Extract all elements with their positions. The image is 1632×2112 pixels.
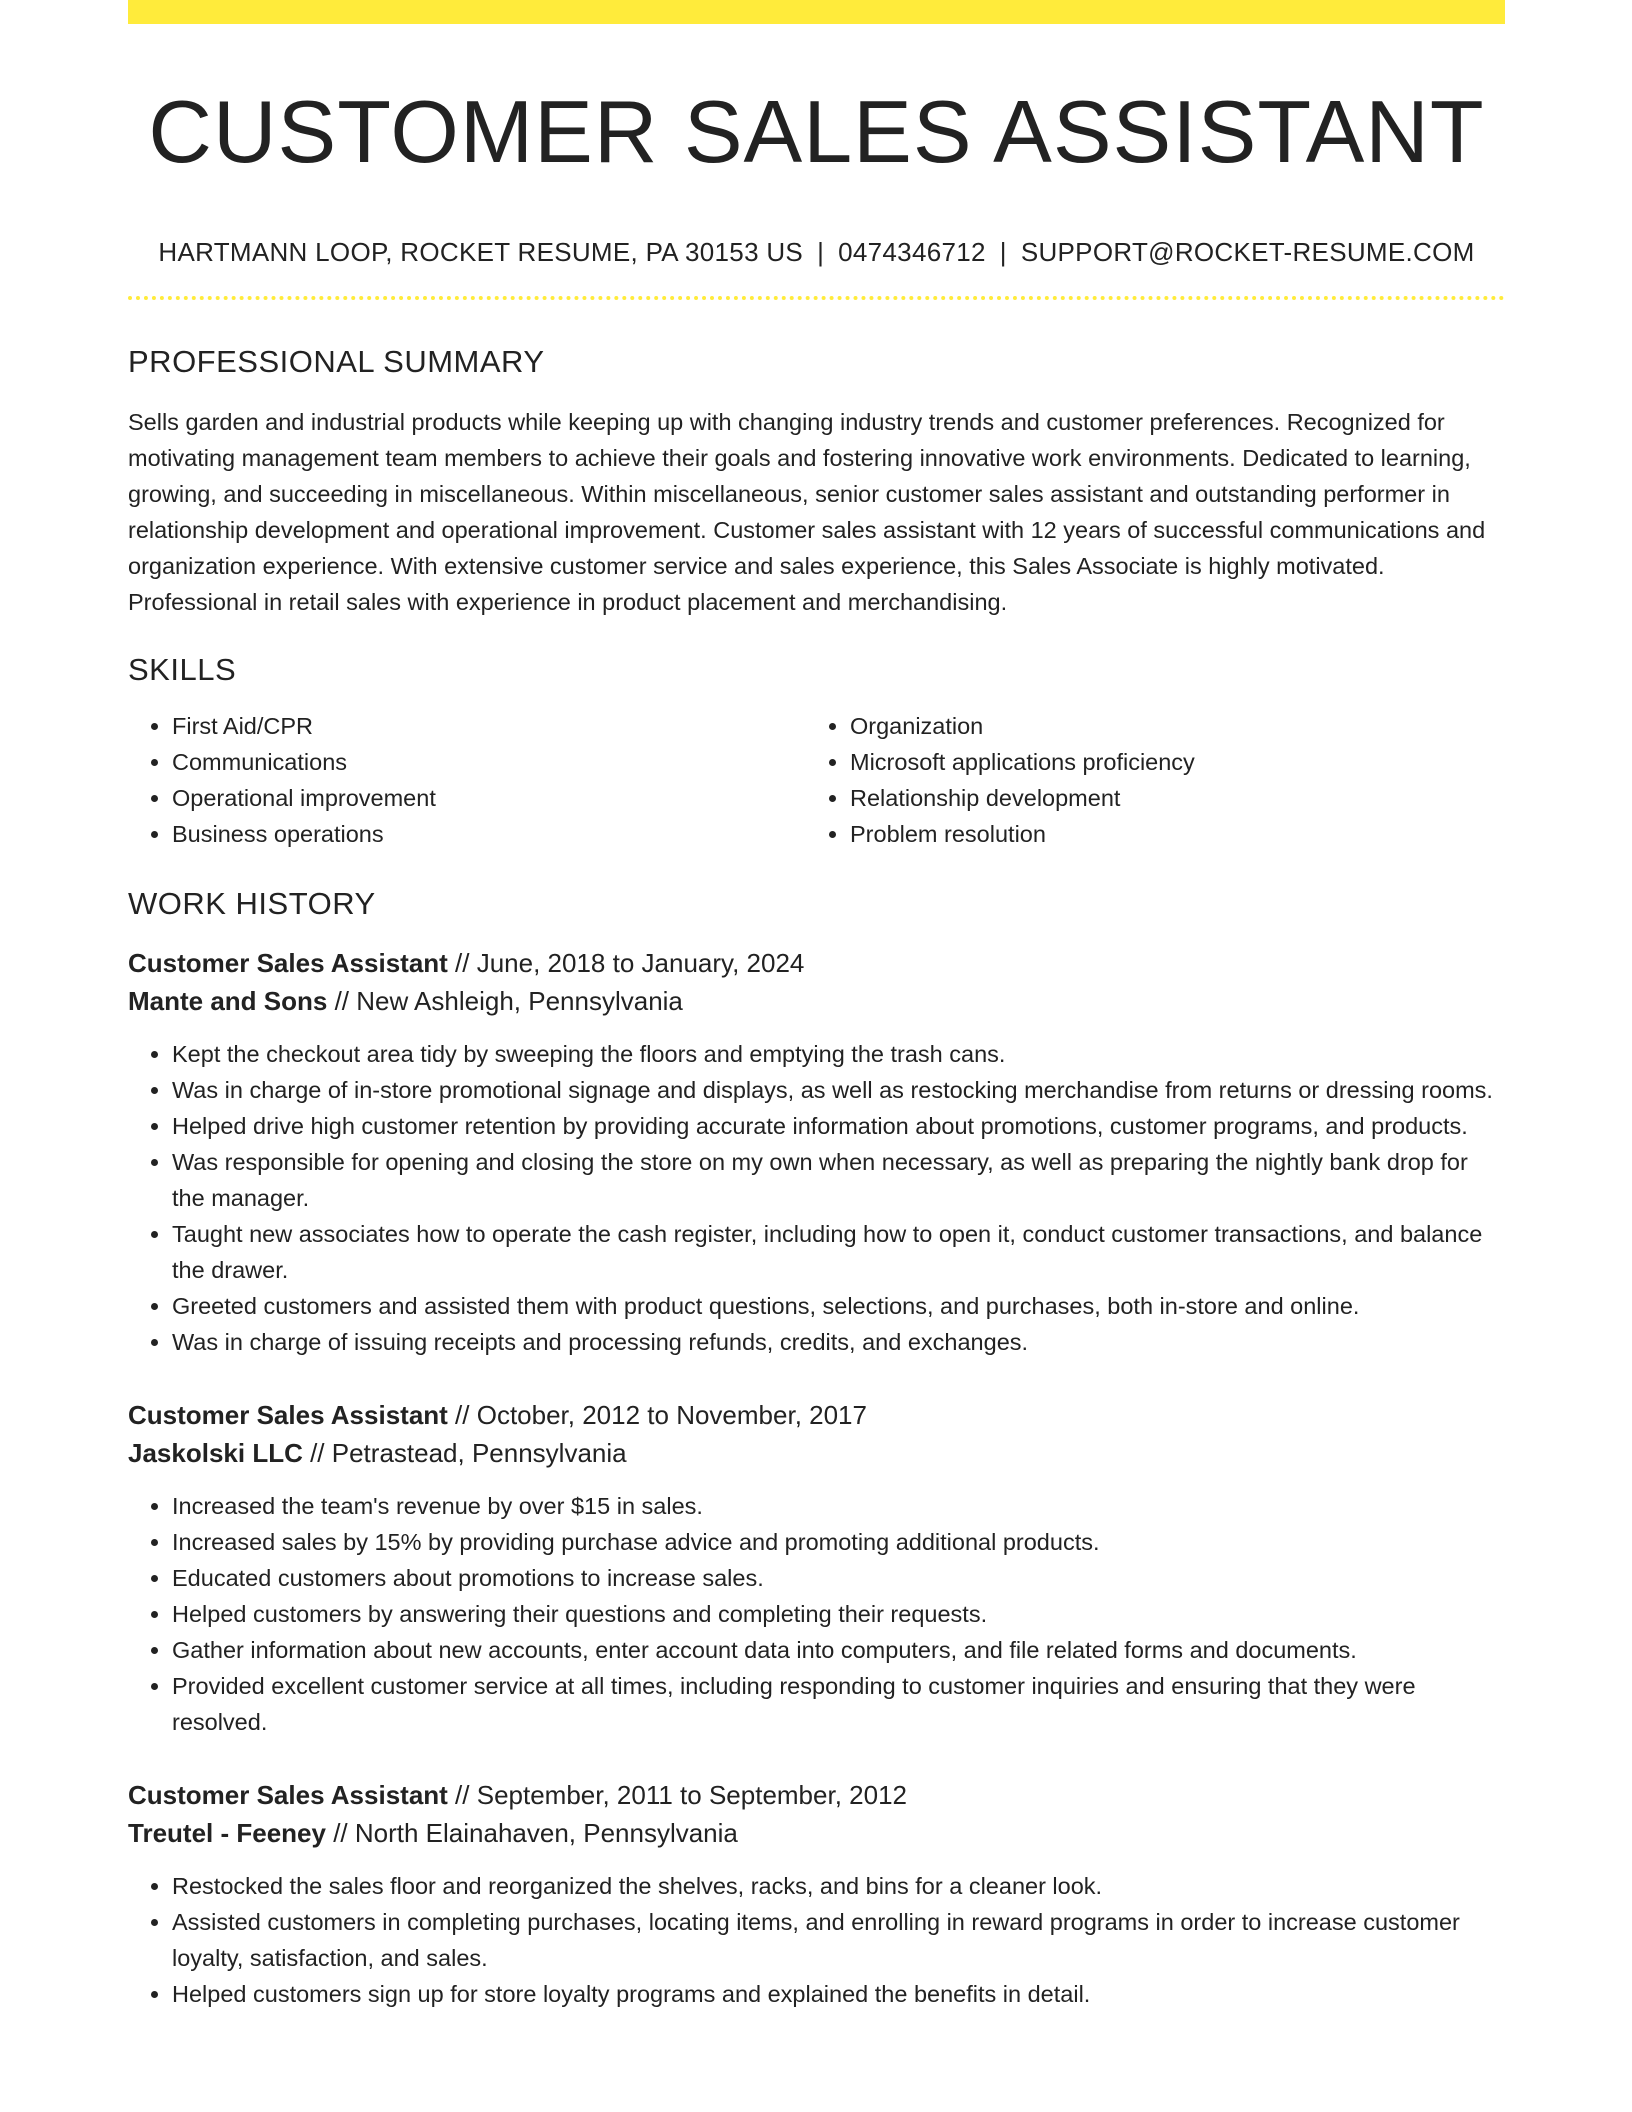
skill-item: • Relationship development [850, 780, 1484, 816]
accent-bar [128, 0, 1505, 24]
summary-heading: PROFESSIONAL SUMMARY [128, 343, 545, 379]
job-company: Treutel - Feeney [128, 1817, 326, 1848]
job-title: Customer Sales Assistant [128, 947, 448, 978]
job-bullet: • Kept the checkout area tidy by sweeping the floors and emptying the trash cans. [172, 1036, 1505, 1072]
contact-phone: 0474346712 [838, 236, 986, 267]
skills-list [128, 708, 1505, 852]
job-bullet: • Was responsible for opening and closing the store on my own when necessary, as well as preparing the nightly bank drop for the manager. [172, 1144, 1505, 1216]
job-bullet: • Helped drive high customer retention by providing accurate information about promotions, customer programs, and products. [172, 1108, 1505, 1144]
job-bullet: • Helped customers by answering their questions and completing their requests. [172, 1596, 1505, 1632]
skill-item: • Business operations [172, 816, 806, 852]
resume-title: CUSTOMER SALES ASSISTANT [148, 82, 1485, 181]
job-company-line [128, 1814, 1505, 1852]
job-entry [128, 1776, 1505, 2012]
job-bullet: • Gather information about new accounts, enter account data into computers, and file related forms and documents. [172, 1632, 1505, 1668]
resume-page [128, 0, 1505, 2012]
work-history-heading: WORK HISTORY [128, 885, 376, 921]
job-bullet: • Increased sales by 15% by providing purchase advice and promoting additional products. [172, 1524, 1505, 1560]
contact-separator: | [817, 236, 825, 267]
job-bullet: • Assisted customers in completing purchases, locating items, and enrolling in reward programs in order to increase customer loyalty, satisfaction, and sales. [172, 1904, 1505, 1976]
job-bullet: • Educated customers about promotions to increase sales. [172, 1560, 1505, 1596]
contact-separator: | [999, 236, 1007, 267]
job-location: // New Ashleigh, Pennsylvania [327, 985, 683, 1016]
job-title-line [128, 944, 1505, 982]
job-bullet: • Restocked the sales floor and reorganized the shelves, racks, and bins for a cleaner look. [172, 1868, 1505, 1904]
summary-text: Sells garden and industrial products while keeping up with changing industry trends and customer preferences. Recognized for motivating management team members to achieve their goals and fostering innovative work environments. Dedicated to learning, growing, and succeeding in miscellaneous. Within miscellaneous, senior customer sales assistant and outstanding performer in relationship development and operational improvement. Customer sales assistant with 12 years of successful communications and organization experience. With extensive customer service and sales experience, this Sales Associate is highly motivated. Professional in retail sales with experience in product placement and merchandising. [128, 408, 1486, 615]
job-dates: // October, 2012 to November, 2017 [447, 1399, 867, 1430]
job-bullet: • Helped customers sign up for store loyalty programs and explained the benefits in detail. [172, 1976, 1505, 2012]
job-location: // North Elainahaven, Pennsylvania [325, 1817, 738, 1848]
contact-line [128, 237, 1505, 268]
job-bullets [128, 1868, 1505, 2012]
job-title: Customer Sales Assistant [128, 1779, 448, 1810]
dotted-divider [128, 296, 1505, 300]
skills-column-right [806, 708, 1484, 852]
skill-item: • Communications [172, 744, 806, 780]
skill-item: • First Aid/CPR [172, 708, 806, 744]
job-dates: // September, 2011 to September, 2012 [447, 1779, 907, 1810]
skills-heading: SKILLS [128, 651, 237, 687]
skills-column-left [128, 708, 806, 852]
job-company-line [128, 1434, 1505, 1472]
job-location: // Petrastead, Pennsylvania [302, 1437, 627, 1468]
job-title-line [128, 1776, 1505, 1814]
job-bullet: • Increased the team's revenue by over $15 in sales. [172, 1488, 1505, 1524]
job-entry [128, 1396, 1505, 1740]
job-bullet: • Taught new associates how to operate the cash register, including how to open it, conduct customer transactions, and balance the drawer. [172, 1216, 1505, 1288]
contact-address: HARTMANN LOOP, ROCKET RESUME, PA 30153 US [158, 236, 804, 267]
job-bullets [128, 1036, 1505, 1360]
job-company: Mante and Sons [128, 985, 328, 1016]
job-bullets [128, 1488, 1505, 1740]
skill-item: • Problem resolution [850, 816, 1484, 852]
skill-item: • Microsoft applications proficiency [850, 744, 1484, 780]
job-company-line [128, 982, 1505, 1020]
job-bullet: • Was in charge of issuing receipts and processing refunds, credits, and exchanges. [172, 1324, 1505, 1360]
job-company: Jaskolski LLC [128, 1437, 303, 1468]
skill-item: • Organization [850, 708, 1484, 744]
skill-item: • Operational improvement [172, 780, 806, 816]
job-bullet: • Was in charge of in-store promotional signage and displays, as well as restocking merchandise from returns or dressing rooms. [172, 1072, 1505, 1108]
job-bullet: • Provided excellent customer service at all times, including responding to customer inquiries and ensuring that they were resolved. [172, 1668, 1505, 1740]
contact-email[interactable]: SUPPORT@ROCKET-RESUME.COM [1020, 236, 1475, 267]
job-title: Customer Sales Assistant [128, 1399, 448, 1430]
job-dates: // June, 2018 to January, 2024 [447, 947, 805, 978]
job-title-line [128, 1396, 1505, 1434]
job-bullet: • Greeted customers and assisted them with product questions, selections, and purchases, both in-store and online. [172, 1288, 1505, 1324]
job-entry [128, 944, 1505, 1360]
